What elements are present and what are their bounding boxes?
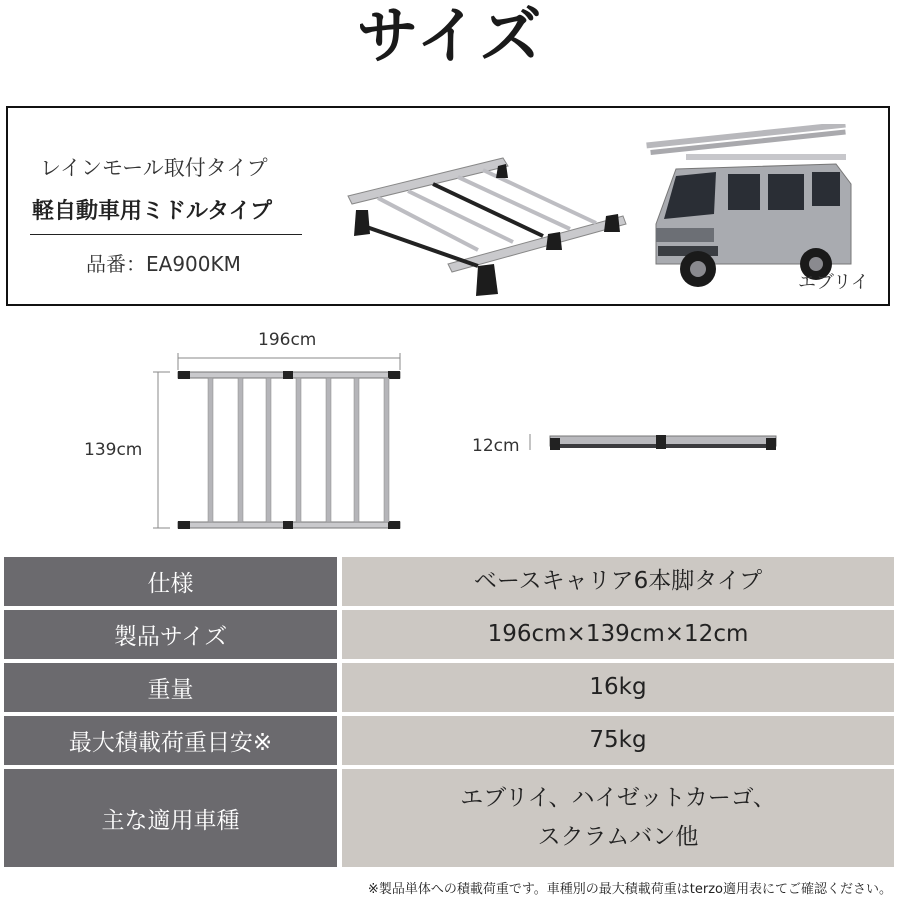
spec-value-line: エブリイ、ハイゼットカーゴ、: [460, 784, 776, 811]
table-row: [4, 716, 894, 765]
dimension-diagram: [0, 320, 900, 550]
roof-rack-product-image: [338, 146, 628, 296]
spec-value: 196cm×139cm×12cm: [342, 610, 894, 659]
spec-key: 製品サイズ: [4, 610, 337, 659]
depth-dimension-label: 139cm: [84, 440, 143, 460]
spec-key: 最大積載荷重目安※: [4, 716, 337, 765]
product-mount-type: レインモール取付タイプ: [40, 156, 268, 180]
divider: [30, 234, 302, 235]
spec-value: ベースキャリア6本脚タイプ: [342, 557, 894, 606]
table-row: [4, 610, 894, 659]
spec-key: 仕様: [4, 557, 337, 606]
table-row: [4, 769, 894, 867]
table-row: [4, 663, 894, 712]
table-row: [4, 557, 894, 606]
top-view-drawing: [150, 350, 410, 540]
vehicle-name-label: エブリイ: [798, 272, 869, 293]
side-view-drawing: [524, 432, 784, 456]
product-category: 軽自動車用ミドルタイプ: [32, 199, 273, 224]
page-title: サイズ: [356, 0, 544, 72]
spec-key: 重量: [4, 663, 337, 712]
product-part-number: 品番：EA900KM: [86, 252, 241, 276]
product-info-box: [6, 106, 890, 306]
spec-key: 主な適用車種: [4, 769, 337, 867]
spec-value: [342, 769, 894, 867]
spec-value: 75kg: [342, 716, 894, 765]
height-dimension-label: 12cm: [472, 436, 520, 456]
spec-value: 16kg: [342, 663, 894, 712]
footnote: ※製品単体への積載荷重です。車種別の最大積載荷重はterzo適用表にてご確認ください。: [367, 882, 892, 897]
width-dimension-label: 196cm: [258, 330, 317, 350]
spec-table: [4, 557, 894, 871]
spec-value-line: スクラムバン他: [537, 824, 699, 850]
